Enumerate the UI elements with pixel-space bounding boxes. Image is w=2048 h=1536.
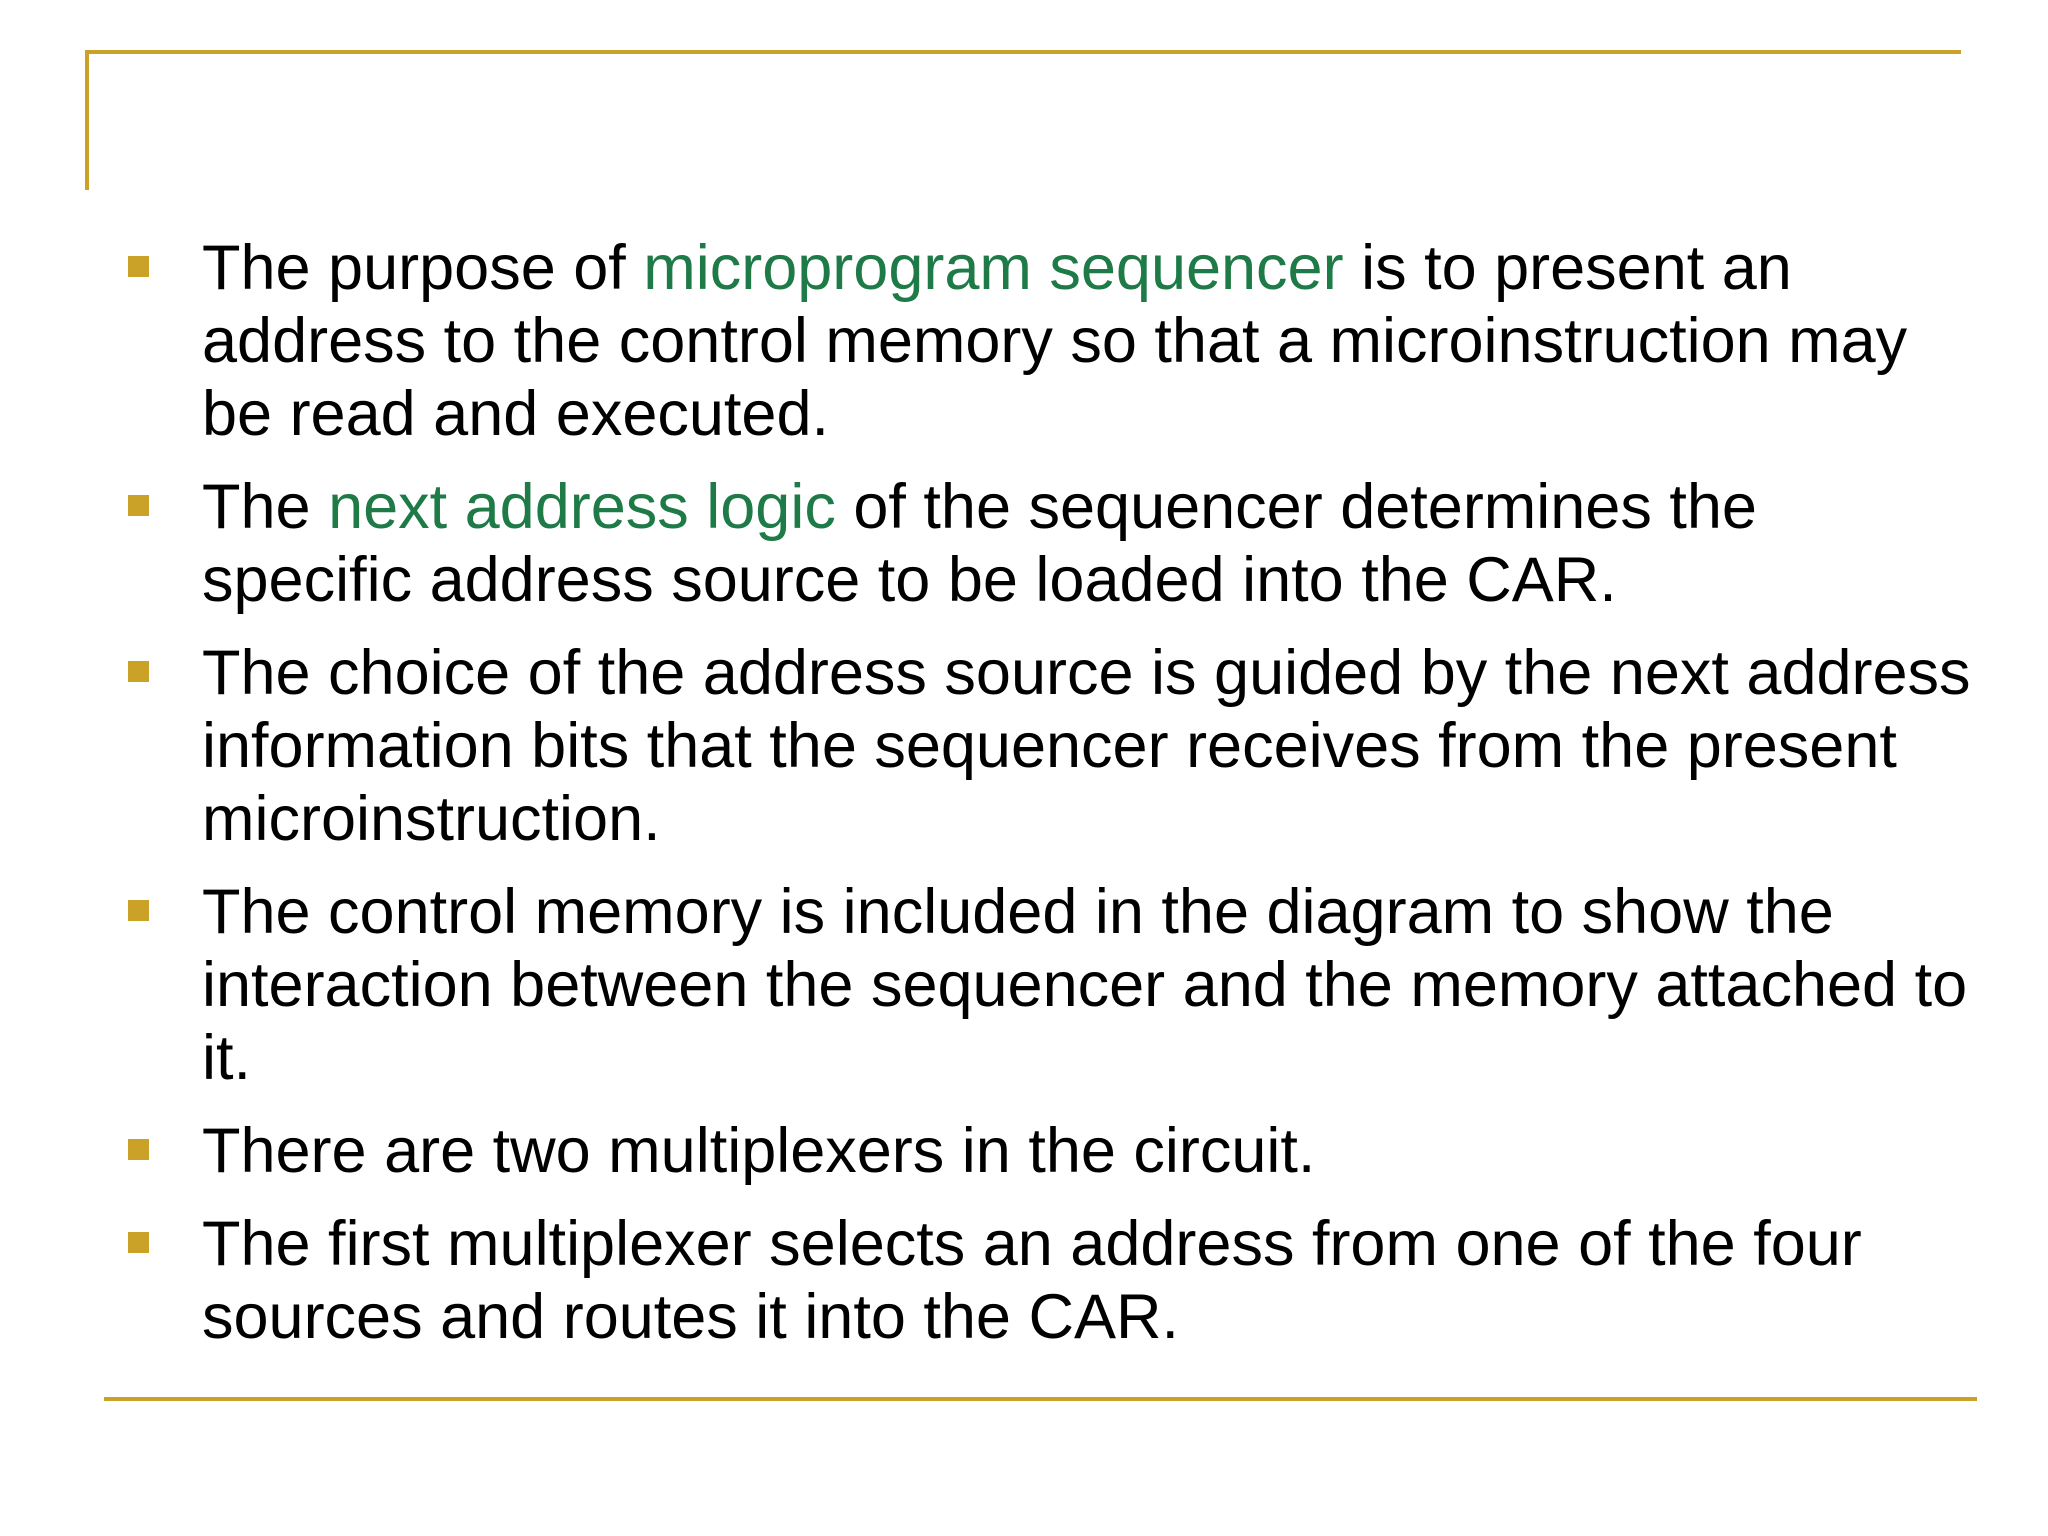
top-rule <box>85 50 1961 54</box>
square-bullet-icon <box>128 495 149 516</box>
bullet-list <box>124 232 1974 1374</box>
bullet-text-after: is to present an address to the control memory so that a microinstruction may be read and executed. <box>202 233 1908 449</box>
bullet-text: There are two multiplexers in the circuit. <box>202 1116 1316 1186</box>
bullet-item <box>124 1208 1974 1354</box>
bullet-text: The choice of the address source is guided by the next address information bits that the sequencer receives from the present microinstruction. <box>202 638 1971 854</box>
bullet-item <box>124 232 1974 451</box>
bullet-text-before: The <box>202 472 329 542</box>
bullet-text: The first multiplexer selects an address from one of the four sources and routes it into the CAR. <box>202 1209 1862 1352</box>
bullet-text: The control memory is included in the diagram to show the interaction between the sequencer and the memory attached to it. <box>202 877 1968 1093</box>
left-rule <box>85 50 89 190</box>
bullet-text-before: The purpose of <box>202 233 644 303</box>
bullet-text-after: of the sequencer determines the specific address source to be loaded into the CAR. <box>202 472 1757 615</box>
bullet-item <box>124 637 1974 856</box>
square-bullet-icon <box>128 1139 149 1160</box>
bullet-highlight-term: next address logic <box>328 472 836 542</box>
bullet-item <box>124 1115 1974 1188</box>
bullet-item <box>124 471 1974 617</box>
bullet-highlight-term: microprogram sequencer <box>643 233 1344 303</box>
square-bullet-icon <box>128 900 149 921</box>
square-bullet-icon <box>128 661 149 682</box>
bottom-rule <box>104 1397 1977 1401</box>
bullet-item <box>124 876 1974 1095</box>
square-bullet-icon <box>128 256 149 277</box>
square-bullet-icon <box>128 1232 149 1253</box>
